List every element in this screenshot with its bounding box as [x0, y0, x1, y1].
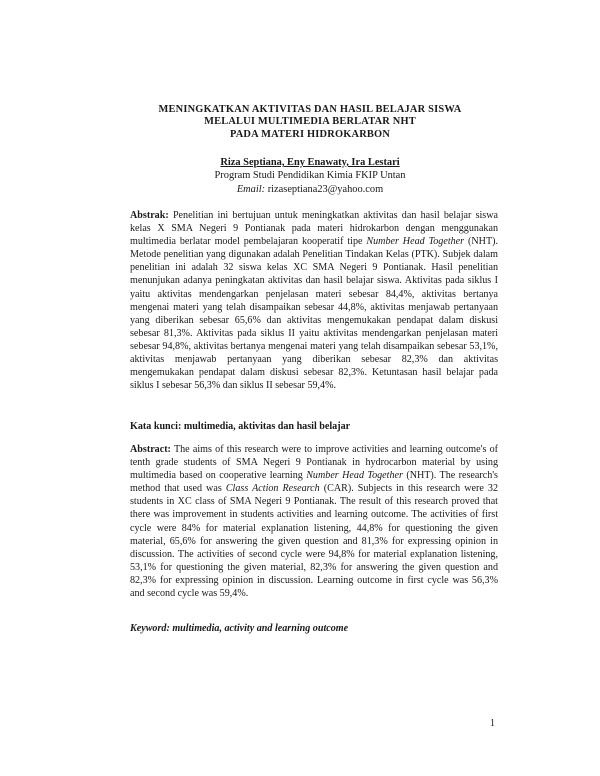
email-label: Email:	[236, 183, 266, 195]
title-line-2: MELALUI MULTIMEDIA BERLATAR NHT	[204, 116, 416, 128]
author-block	[100, 156, 520, 196]
author-email-line	[100, 183, 520, 196]
abstract-paragraph	[130, 443, 498, 600]
author-names: Riza Septiana, Eny Enawaty, Ira Lestari	[220, 157, 400, 168]
title-line-3: PADA MATERI HIDROKARBON	[229, 128, 391, 140]
abstract-text-b: (NHT). The research's method that used was	[130, 470, 498, 495]
paper-title	[100, 104, 520, 141]
abstract-label: Abstract:	[130, 444, 171, 455]
abstract-italic-term-2: Class Action Research	[225, 483, 320, 495]
abstrak-text-b: (NHT). Metode penelitian yang digunakan adalah Penelitian Tindakan Kelas (PTK). Subjek dalam penelitian ini adalah 32 siswa kelas XC SMA Negeri 9 Pontianak. Hasil penelitian menunjukan adanya peningkatan aktivitas dan hasil belajar siswa. Aktivitas pada siklus I yaitu aktivitas mendengarkan penjelasan materi sebesar 84,4%, aktivitas bertanya mengenai materi yang telah disampaikan sebesar 44,8%, aktivitas menjawab pertanyaan yang diberikan sebesar 65,6% dan aktivitas mengemukakan pendapat dalam diskusi sebesar 81,3%. Aktivitas pada siklus II yaitu aktivitas mendengarkan penjelasan materi sebesar 94,8%, aktivitas bertanya mengenai materi yang telah disampaikan sebesar 53,1%, aktivitas menjawab pertanyaan yang diberikan sebesar 82,3% dan aktivitas mengemukakan pendapat dalam diskusi sebesar 82,3%. Ketuntasan hasil belajar pada siklus I sebesar 56,3% dan siklus II sebesar 59,4%.	[130, 236, 498, 392]
abstract-text-a: The aims of this research were to improve activities and learning outcome's of tenth grade students of SMA Negeri 9 Pontianak in hydrocarbon material by using multimedia based on cooperative learning	[130, 444, 498, 482]
author-email: rizaseptiana23@yahoo.com	[267, 183, 384, 195]
keyword-line: Keyword: multimedia, activity and learning outcome	[130, 623, 349, 634]
page-number: 1	[490, 718, 495, 729]
abstrak-label: Abstrak:	[130, 210, 169, 221]
abstrak-text-a: Penelitian ini bertujuan untuk meningkatkan aktivitas dan hasil belajar siswa kelas X SMA Negeri 9 Pontianak pada materi hidrokarbon dengan menggunakan multimedia berlatar model pembelajaran kooperatif tipe	[130, 210, 498, 248]
abstract-italic-term-1: Number Head Together	[306, 470, 403, 482]
title-line-1: MENINGKATKAN AKTIVITAS DAN HASIL BELAJAR SISWA	[158, 104, 462, 115]
abstract-text-c: (CAR). Subjects in this research were 32 students in XC class of SMA Negeri 9 Pontianak. The result of this research proved that there was improvement in students activities and learning outcome. The activities of first cycle were 84% for material explanation listening, 44,8% for questioning the given material, 65,6% for answering the given question and 81,3% for expressing opinion in discussion. The activities of second cycle were 94,8% for material explanation listening, 53,1% for questioning the given material, 82,3% for answering the given question and 82,3% for expressing opinion in discussion. Learning outcome in first cycle was 56,3% and second cycle was 59,4%.	[130, 483, 498, 600]
author-affiliation: Program Studi Pendidikan Kimia FKIP Untan	[214, 170, 406, 182]
kata-kunci: Kata kunci: multimedia, aktivitas dan hasil belajar	[130, 421, 351, 432]
abstrak-italic-term: Number Head Together	[366, 236, 465, 248]
abstrak-paragraph	[130, 209, 498, 392]
